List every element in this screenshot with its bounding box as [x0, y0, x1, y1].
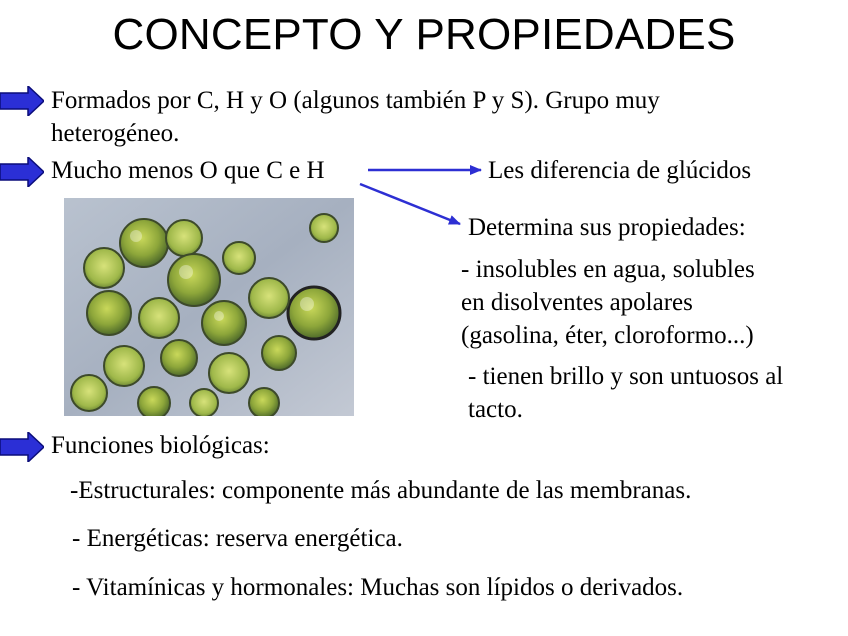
arrow-to-determines	[360, 184, 460, 224]
function-vitamin-hormonal: - Vitamínicas y hormonales: Muchas son lípidos o derivados.	[72, 574, 684, 601]
determines-text: Determina sus propiedades:	[468, 214, 746, 241]
slide-title: CONCEPTO Y PROPIEDADES	[112, 10, 736, 59]
property-1-line-3: (gasolina, éter, cloroformo...)	[461, 322, 754, 349]
differs-text: Les diferencia de glúcidos	[488, 157, 752, 184]
function-structural: -Estructurales: componente más abundante de las membranas.	[70, 477, 692, 504]
arrow-bullet-icon	[0, 432, 44, 462]
property-2-line-1: - tienen brillo y son untuosos al	[468, 363, 784, 390]
bullet-2-text: Mucho menos O que C e H	[51, 157, 325, 184]
property-1-line-2: en disolventes apolares	[461, 289, 693, 316]
bullet-1-line-1: Formados por C, H y O (algunos también P y S). Grupo muy	[51, 87, 660, 114]
algae-cells-photo	[64, 198, 354, 416]
property-2-line-2: tacto.	[468, 396, 523, 423]
bullet-3-text: Funciones biológicas:	[51, 432, 270, 459]
function-energetic: - Energéticas: reserva energética.	[72, 525, 403, 552]
property-1-line-1: - insolubles en agua, solubles	[461, 256, 755, 283]
bullet-1-line-2: heterogéneo.	[51, 120, 180, 147]
